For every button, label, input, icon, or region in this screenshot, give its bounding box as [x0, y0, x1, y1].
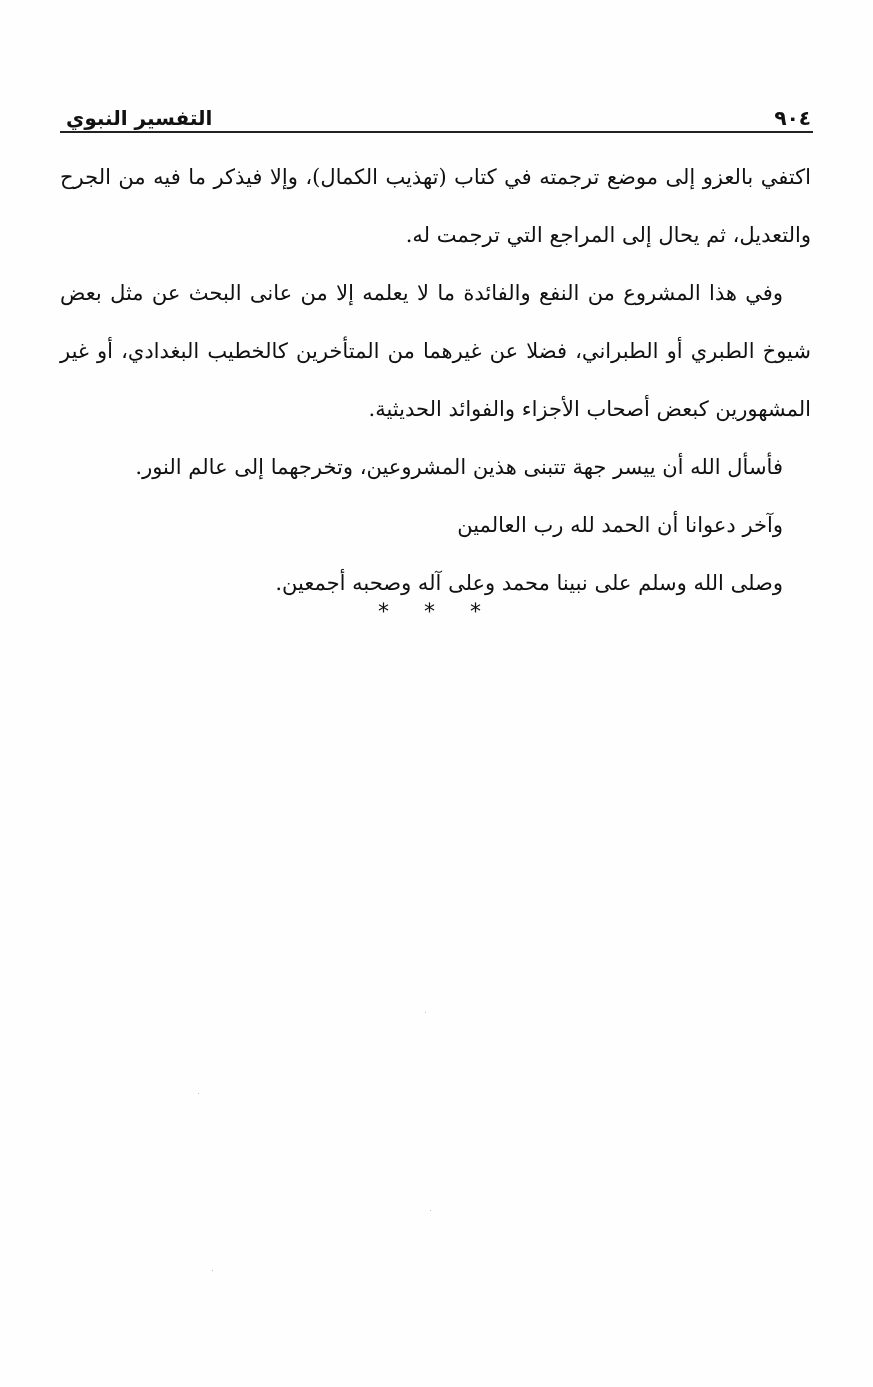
paragraph: وصلى الله وسلم على نبينا محمد وعلى آله وصحبه أجمعين. [275, 571, 783, 595]
scan-speck [430, 1210, 431, 1211]
page-header [66, 97, 811, 131]
body-text [60, 148, 811, 612]
section-separator: * * * [378, 600, 495, 625]
paragraph: وفي هذا المشروع من النفع والفائدة ما لا يعلمه إلا من عانى البحث عن مثل بعض شيوخ الطبري أو الطبراني، فضلا عن غيرهما من المتأخرين كالخطيب البغدادي، أو غير المشهورين كبعض أصحاب الأجزاء والفوائد الحديثية. [60, 281, 811, 421]
paragraph: اكتفي بالعزو إلى موضع ترجمته في كتاب (تهذيب الكمال)، وإلا فيذكر ما فيه من الجرح والتعديل، ثم يحال إلى المراجع التي ترجمت له. [60, 165, 811, 247]
scan-speck [212, 1270, 213, 1271]
header-rule [60, 131, 813, 133]
scan-speck [425, 1012, 426, 1013]
paragraph: فأسأل الله أن ييسر جهة تتبنى هذين المشروعين، وتخرجهما إلى عالم النور. [135, 455, 783, 479]
scan-speck [198, 1093, 199, 1094]
paragraph: وآخر دعوانا أن الحمد لله رب العالمين [457, 513, 783, 537]
page-number: ٩٠٤ [774, 106, 811, 130]
running-title: التفسير النبوي [66, 106, 213, 130]
